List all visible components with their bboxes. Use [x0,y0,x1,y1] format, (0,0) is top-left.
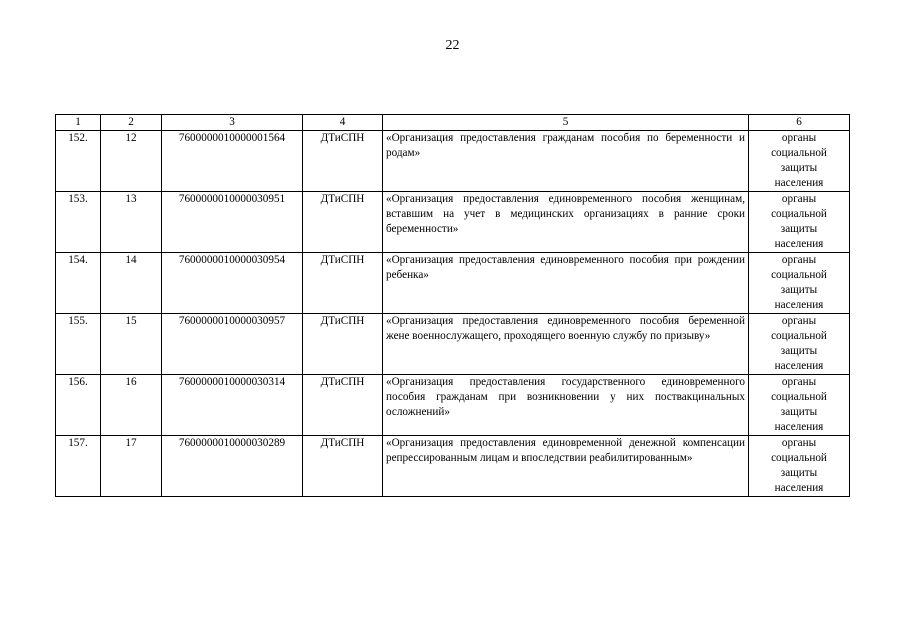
responsible-body-line: защиты [780,467,818,479]
service-code-cell: 7600000010000030954 [162,253,303,314]
responsible-body-line: защиты [780,284,818,296]
department-cell: ДТиСПН [303,253,383,314]
service-code-cell: 7600000010000030289 [162,436,303,497]
responsible-body-cell [749,131,850,192]
table-row [56,436,850,497]
responsible-body-line: социальной [771,208,827,220]
responsible-body-line: органы [781,376,817,388]
responsible-body-line: населения [774,238,824,250]
service-name-cell: «Организация предоставления единовременной денежной компенсации репрессированным лицам и впоследствии реабилитированным» [383,436,749,497]
responsible-body-line: социальной [771,147,827,159]
responsible-body-line: защиты [780,223,818,235]
sub-number-cell: 14 [101,253,162,314]
table-header-row [56,115,850,131]
table-row [56,192,850,253]
responsible-body-cell [749,314,850,375]
responsible-body-cell [749,436,850,497]
service-name-cell: «Организация предоставления единовременного пособия беременной жене военнослужащего, проходящего военную службу по призыву» [383,314,749,375]
table-row [56,131,850,192]
table-row [56,314,850,375]
responsible-body-line: органы [781,193,817,205]
responsible-body-line: населения [774,177,824,189]
service-name-cell: «Организация предоставления единовременного пособия женщинам, вставшим на учет в медицинских организациях в ранние сроки беременности» [383,192,749,253]
responsible-body-line: населения [774,299,824,311]
service-code-cell: 7600000010000030951 [162,192,303,253]
sub-number-cell: 13 [101,192,162,253]
service-name-cell: «Организация предоставления государственного единовременного пособия гражданам при возникновении у них поствакцинальных осложнений» [383,375,749,436]
row-number-cell: 153. [56,192,101,253]
responsible-body-line: населения [774,421,824,433]
department-cell: ДТиСПН [303,192,383,253]
service-code-cell: 7600000010000030957 [162,314,303,375]
responsible-body-line: органы [781,132,817,144]
row-number-cell: 157. [56,436,101,497]
sub-number-cell: 15 [101,314,162,375]
responsible-body-cell [749,375,850,436]
page-number: 22 [445,38,460,53]
service-code-cell: 7600000010000030314 [162,375,303,436]
column-header: 4 [303,115,383,131]
responsible-body-line: социальной [771,269,827,281]
sub-number-cell: 17 [101,436,162,497]
responsible-body-line: социальной [771,391,827,403]
responsible-body-line: населения [774,360,824,372]
service-code-cell: 7600000010000001564 [162,131,303,192]
responsible-body-line: населения [774,482,824,494]
row-number-cell: 156. [56,375,101,436]
responsible-body-line: защиты [780,345,818,357]
department-cell: ДТиСПН [303,314,383,375]
table-row [56,375,850,436]
service-name-cell: «Организация предоставления гражданам пособия по беременности и родам» [383,131,749,192]
service-name-cell: «Организация предоставления единовременного пособия при рождении ребенка» [383,253,749,314]
responsible-body-line: защиты [780,406,818,418]
column-header: 5 [383,115,749,131]
responsible-body-cell [749,253,850,314]
responsible-body-line: защиты [780,162,818,174]
department-cell: ДТиСПН [303,375,383,436]
row-number-cell: 152. [56,131,101,192]
responsible-body-line: органы [781,315,817,327]
sub-number-cell: 12 [101,131,162,192]
responsible-body-line: органы [781,254,817,266]
responsible-body-line: социальной [771,452,827,464]
department-cell: ДТиСПН [303,436,383,497]
responsible-body-line: социальной [771,330,827,342]
responsible-body-line: органы [781,437,817,449]
column-header: 3 [162,115,303,131]
sub-number-cell: 16 [101,375,162,436]
row-number-cell: 154. [56,253,101,314]
table-row [56,253,850,314]
responsible-body-cell [749,192,850,253]
department-cell: ДТиСПН [303,131,383,192]
row-number-cell: 155. [56,314,101,375]
services-table [55,114,850,497]
column-header: 1 [56,115,101,131]
column-header: 2 [101,115,162,131]
column-header: 6 [749,115,850,131]
